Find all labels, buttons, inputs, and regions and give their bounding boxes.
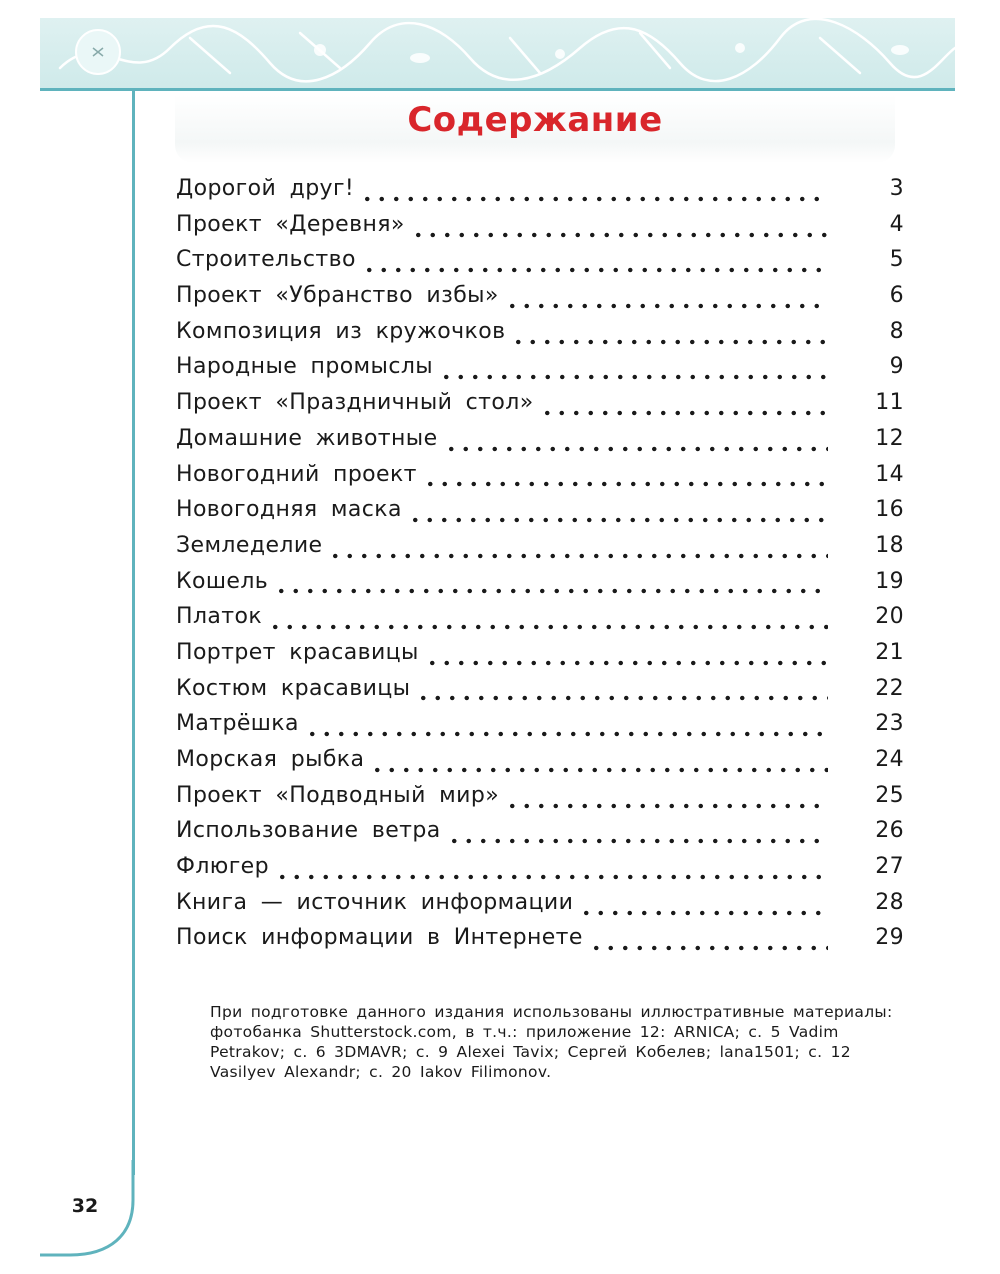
dot-leader	[423, 481, 828, 487]
toc-entry-title: Народные промыслы	[176, 354, 434, 380]
credits-details: фотобанка Shutterstock.com, в т.ч.: приложение 12: ARNICA; с. 5 Vadim Petrakov; с. 6 3DMAVR; с. 9 Alexei Tavix; Сергей Кобелев; lana1501; с. 12 Vasilyev Alexandr; с. 20 Iakov Filimonov.	[210, 1023, 851, 1081]
toc-row	[176, 176, 904, 212]
toc-entry-page: 9	[889, 354, 904, 380]
toc-entry-title: Проект «Праздничный стол»	[176, 390, 534, 416]
toc-entry-page: 23	[875, 711, 904, 737]
toc-entry-title: Новогодний проект	[176, 461, 417, 487]
toc-row	[176, 711, 904, 747]
toc-entry-page: 16	[875, 497, 904, 523]
toc-row	[176, 533, 904, 569]
toc-row	[176, 890, 904, 926]
toc-entry-title: Новогодняя маска	[176, 497, 402, 523]
toc-entry-page: 26	[875, 818, 904, 844]
toc-entry-title: Использование ветра	[176, 818, 441, 844]
dot-leader	[579, 910, 828, 916]
toc-row	[176, 212, 904, 248]
dot-leader	[274, 588, 828, 594]
toc-entry-title: Костюм красавицы	[176, 675, 411, 701]
toc-entry-title: Проект «Подводный мир»	[176, 782, 500, 808]
toc-entry-page: 25	[875, 782, 904, 808]
toc-entry-page: 24	[875, 747, 904, 772]
needle-and-thread-decoration-icon	[40, 18, 955, 88]
toc-entry-title: Матрёшка	[176, 711, 299, 737]
toc-entry-title: Морская рыбка	[176, 747, 365, 772]
dot-leader	[370, 767, 828, 773]
dot-leader	[444, 446, 828, 452]
toc-entry-page: 11	[875, 390, 904, 416]
dot-leader	[439, 374, 828, 380]
toc-entry-page: 8	[889, 318, 904, 344]
dot-leader	[408, 517, 828, 523]
toc-row	[176, 354, 904, 390]
toc-row	[176, 854, 904, 890]
toc-entry-page: 22	[875, 675, 904, 701]
dot-leader	[362, 267, 828, 273]
toc-entry-page: 5	[889, 247, 904, 273]
toc-entry-page: 4	[889, 211, 904, 237]
header-divider	[40, 88, 955, 91]
dot-leader	[268, 624, 828, 630]
toc-entry-title: Кошель	[176, 568, 269, 594]
toc-entry-title: Поиск информации в Интернете	[176, 925, 583, 951]
toc-entry-title: Домашние животные	[176, 425, 438, 451]
toc-entry-page: 20	[875, 604, 904, 630]
dot-leader	[589, 945, 828, 951]
dot-leader	[425, 660, 828, 666]
toc-row	[176, 497, 904, 533]
toc-entry-title: Книга — источник информации	[176, 889, 574, 915]
toc-entry-page: 28	[875, 889, 904, 915]
toc-row	[176, 426, 904, 462]
toc-entry-title: Композиция из кружочков	[176, 318, 506, 344]
dot-leader	[447, 838, 828, 844]
toc-row	[176, 783, 904, 819]
dot-leader	[275, 874, 828, 880]
toc-row	[176, 747, 904, 783]
toc-entry-title: Платок	[176, 604, 263, 630]
toc-row	[176, 390, 904, 426]
toc-entry-title: Дорогой друг!	[176, 176, 355, 201]
dot-leader	[416, 695, 828, 701]
toc-row	[176, 247, 904, 283]
toc-row	[176, 319, 904, 355]
toc-entry-page: 21	[875, 639, 904, 665]
toc-entry-title: Земледелие	[176, 532, 323, 558]
toc-row	[176, 676, 904, 712]
illustration-credits	[176, 1002, 906, 1082]
credits-intro: При подготовке данного издания использованы иллюстративные материалы:	[210, 1003, 893, 1021]
toc-row	[176, 604, 904, 640]
dot-leader	[505, 803, 828, 809]
toc-entry-page: 19	[875, 568, 904, 594]
dot-leader	[360, 196, 828, 202]
dot-leader	[540, 410, 828, 416]
dot-leader	[305, 731, 828, 737]
toc-row	[176, 569, 904, 605]
toc-entry-page: 29	[875, 925, 904, 951]
toc-entry-page: 14	[875, 461, 904, 487]
toc-entry-title: Флюгер	[176, 854, 269, 880]
toc-entry-page: 27	[875, 854, 904, 880]
toc-entry-title: Проект «Деревня»	[176, 211, 405, 237]
toc-row	[176, 283, 904, 319]
dot-leader	[411, 232, 828, 238]
dot-leader	[328, 553, 828, 559]
page-number: 32	[71, 1195, 99, 1217]
toc-row	[176, 818, 904, 854]
dot-leader	[511, 339, 828, 345]
toc-row	[176, 462, 904, 498]
toc-entry-page: 12	[875, 425, 904, 451]
dot-leader	[505, 303, 828, 309]
toc-entry-page: 3	[889, 176, 904, 201]
toc-entry-page: 18	[875, 532, 904, 558]
left-margin-rule	[132, 90, 135, 1175]
toc-entry-page: 6	[889, 283, 904, 309]
table-of-contents	[176, 176, 904, 961]
toc-row	[176, 925, 904, 961]
decorative-header-band	[40, 18, 955, 88]
toc-entry-title: Проект «Убранство избы»	[176, 283, 499, 309]
toc-entry-title: Портрет красавицы	[176, 639, 419, 665]
toc-entry-title: Строительство	[176, 247, 356, 273]
page-title: Содержание	[407, 100, 663, 140]
toc-row	[176, 640, 904, 676]
